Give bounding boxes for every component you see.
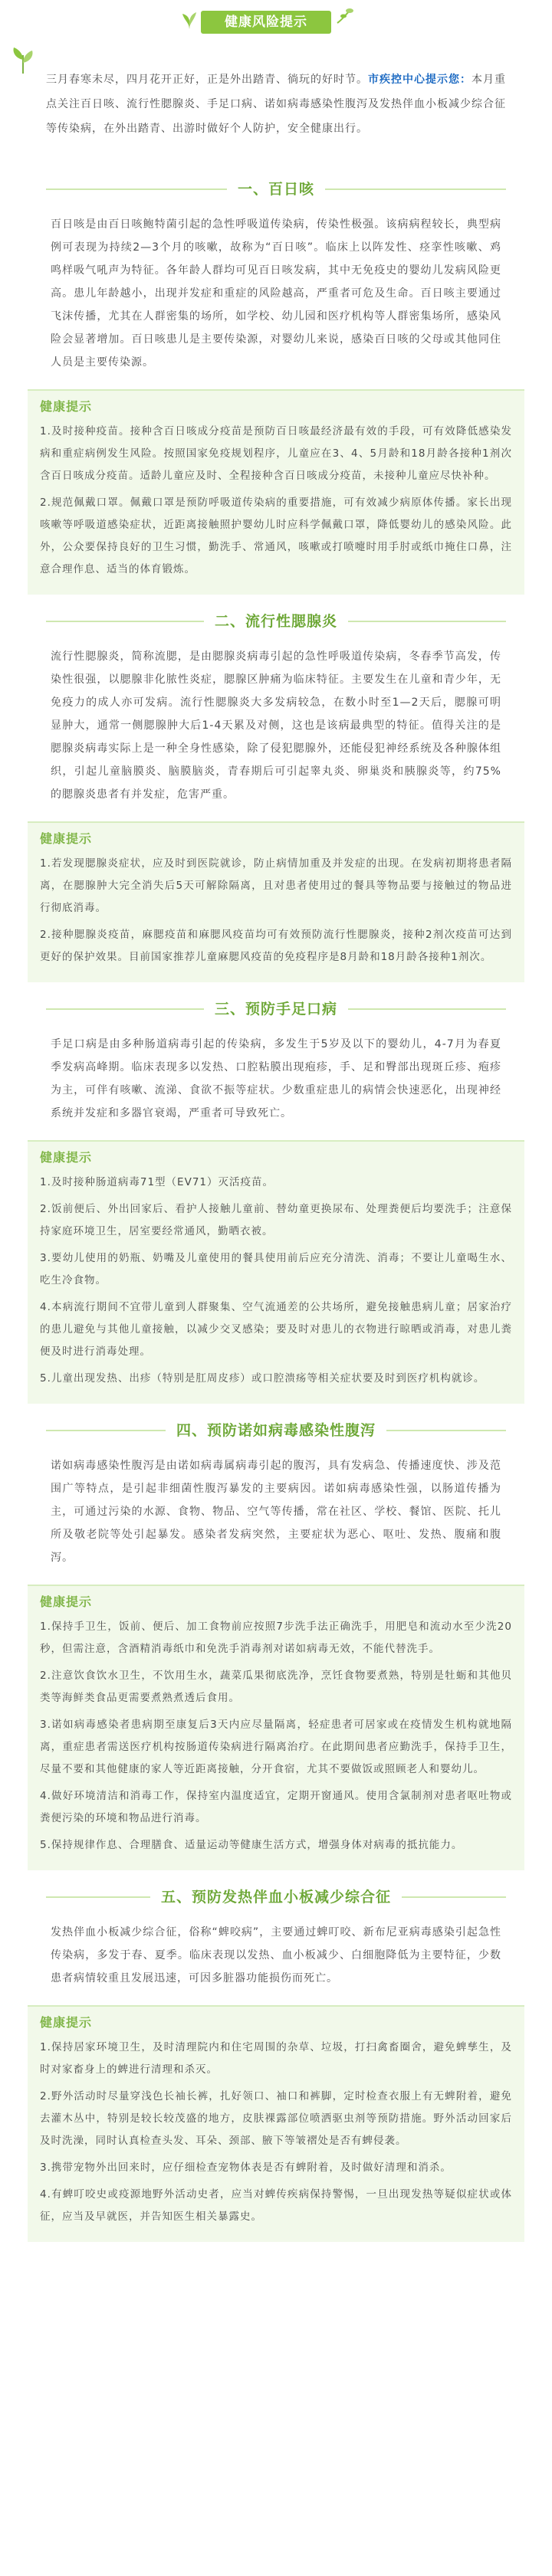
tip-item: 3.携带宠物外出回来时，应仔细检查宠物体表是否有蜱附着，及时做好清理和消杀。 [40, 2161, 452, 2174]
tip-item: 5.保持规律作息、合理膳食、适量运动等健康生活方式，增强身体对病毒的抵抗能力。 [40, 1839, 463, 1851]
section-title: 一、百日咳 [227, 178, 325, 198]
tip-title: 健康提示 [40, 831, 93, 846]
section-norovirus [0, 1413, 552, 1870]
tip-item: 1.及时接种疫苗。接种含百日咳成分疫苗是预防百日咳最经济最有效的手段，可有效降低感染发病和重症病例发生风险。按照国家免疫规划程序，儿童应在3、4、5月龄和18月龄各接种1剂次含百日咳成分疫苗。适龄儿童应及时、全程接种含百日咳成分疫苗，未接种儿童应尽快补种。 [40, 425, 512, 482]
banner-title: 健康风险提示 [201, 11, 331, 34]
tip-title: 健康提示 [40, 1594, 93, 1609]
section-paragraph: 流行性腮腺炎，简称流腮，是由腮腺炎病毒引起的急性呼吸道传染病，冬春季节高发，传染性很强，以腮腺非化脓性炎症，腮腺区肿痛为临床特征。主要发生在儿童和青少年，无免疫力的成人亦可发病。流行性腮腺炎大多发病较急，在数小时至1—2天后，腮腺可明显肿大，通常一侧腮腺肿大后1-4天累及对侧，这也是该病最典型的特征。值得关注的是腮腺炎病毒实际上是一种全身性感染，除了侵犯腮腺外，还能侵犯神经系统及各种腺体组织，引起儿童脑膜炎、脑膜脑炎，青春期后可引起睾丸炎、卵巢炎和胰腺炎等，约75%的腮腺炎患者有并发症，危害严重。 [51, 651, 501, 801]
tip-item: 2.野外活动时尽量穿浅色长袖长裤，扎好领口、袖口和裤脚，定时检查衣服上有无蜱附着，避免去灌木丛中，特别是较长较茂盛的地方，皮肤裸露部位喷洒驱虫剂等预防措施。野外活动回家后及时洗澡，同时认真检查头发、耳朵、颈部、腋下等皱褶处是否有蜱侵袭。 [40, 2090, 512, 2147]
tip-box [28, 1140, 524, 1404]
intro-org-label: 市疾控中心提示您： [368, 74, 472, 86]
section-title-row [0, 604, 552, 637]
section-title-row [0, 1413, 552, 1447]
header [0, 0, 552, 43]
tip-box [28, 1585, 524, 1870]
section-title-row [0, 991, 552, 1025]
section-title-row [0, 1880, 552, 1913]
tip-item: 3.要幼儿使用的奶瓶、奶嘴及儿童使用的餐具使用前后应充分清洗、消毒；不要让儿童喝生水、吃生冷食物。 [40, 1252, 512, 1286]
tip-item: 1.保持居家环境卫生，及时清理院内和住宅周围的杂草、垃圾，打扫禽畜圈舍，避免蜱孳生，及时对家畜身上的蜱进行清理和杀灭。 [40, 2041, 512, 2076]
section-mumps [0, 604, 552, 982]
tip-title: 健康提示 [40, 1150, 93, 1165]
section-pertussis [0, 172, 552, 595]
section-title: 二、流行性腮腺炎 [204, 610, 348, 631]
tip-item: 4.本病流行期间不宜带儿童到人群聚集、空气流通差的公共场所，避免接触患病儿童；居家治疗的患儿避免与其他儿童接触，以减少交叉感染；要及时对患儿的衣物进行晾晒或消毒，对患儿粪便及时进行消毒处理。 [40, 1301, 512, 1358]
tip-item: 4.做好环境清洁和消毒工作，保持室内温度适宜，定期开窗通风。使用含氯制剂对患者呕吐物或粪便污染的环境和物品进行消毒。 [40, 1790, 512, 1824]
intro-paragraph [23, 43, 529, 162]
intro-body: 本月重点关注百日咳、流行性腮腺炎、手足口病、诺如病毒感染性腹泻及发热伴血小板减少综合征等传染病，在外出踏青、出游时做好个人防护，安全健康出行。 [46, 74, 506, 135]
tip-item: 5.儿童出现发热、出疹（特别是肛周皮疹）或口腔溃疡等相关症状要及时到医疗机构就诊。 [40, 1372, 485, 1385]
tip-item: 3.诺如病毒感染者患病期至康复后3天内应尽量隔离，轻症患者可居家或在疫情发生机构就地隔离，重症患者需送医疗机构按肠道传染病进行隔离治疗。在此期间患者应勤洗手，保持手卫生，尽量不要和其他健康的家人等近距离接触，分开食宿，尤其不要做饭或照顾老人和婴幼儿。 [40, 1719, 512, 1775]
tip-box [28, 389, 524, 595]
tip-item: 1.及时接种肠道病毒71型（EV71）灭活疫苗。 [40, 1176, 274, 1188]
tip-item: 1.保持手卫生，饭前、便后、加工食物前应按照7步洗手法正确洗手，用肥皂和流动水至少洗20秒，但需注意，含酒精消毒纸巾和免洗手消毒剂对诺如病毒无效，不能代替洗手。 [40, 1621, 512, 1655]
section-sfts [0, 1880, 552, 2242]
tip-title: 健康提示 [40, 2015, 93, 2030]
section-title: 四、预防诺如病毒感染性腹泻 [166, 1419, 386, 1440]
sprout-icon [334, 6, 354, 28]
tip-item: 1.若发现腮腺炎症状，应及时到医院就诊，防止病情加重及并发症的出现。在发病初期将患者隔离，在腮腺肿大完全消失后5天可解除隔离，且对患者使用过的餐具等物品要与接触过的物品进行彻底消毒。 [40, 857, 512, 914]
section-title: 五、预防发热伴血小板减少综合征 [150, 1886, 402, 1906]
section-hfmd [0, 991, 552, 1404]
tip-item: 2.规范佩戴口罩。佩戴口罩是预防呼吸道传染病的重要措施，可有效减少病原体传播。家长出现咳嗽等呼吸道感染症状，近距离接触照护婴幼儿时应科学佩戴口罩，降低婴幼儿的感染风险。此外，公众要保持良好的卫生习惯，勤洗手、常通风，咳嗽或打喷嚏时用手肘或纸巾掩住口鼻，注意合理作息、适当的体育锻炼。 [40, 497, 512, 575]
section-paragraph: 百日咳是由百日咳鲍特菌引起的急性呼吸道传染病，传染性极强。该病病程较长，典型病例可表现为持续2—3个月的咳嗽，故称为“百日咳”。临床上以阵发性、痉挛性咳嗽、鸡鸣样吸气吼声为特征。各年龄人群均可见百日咳发病，其中无免疫史的婴幼儿发病风险更高。患儿年龄越小，出现并发症和重症的风险越高，严重者可危及生命。百日咳主要通过飞沫传播，尤其在人群密集的场所，如学校、幼儿园和医疗机构等人群密集场所，感染风险会显著增加。百日咳患儿是主要传染源，对婴幼儿来说，感染百日咳的父母或其他同住人员是主要传染源。 [51, 218, 501, 369]
intro-lead: 三月春寒未尽，四月花开正好，正是外出踏青、徜玩的好时节。 [46, 74, 368, 86]
tip-box [28, 821, 524, 982]
leaf-ornament-icon [181, 11, 198, 34]
section-title: 三、预防手足口病 [204, 998, 348, 1018]
tip-title: 健康提示 [40, 399, 93, 414]
tip-item: 2.注意饮食饮水卫生，不饮用生水，蔬菜瓜果彻底洗净，烹饪食物要煮熟，特别是牡蛎和其他贝类等海鲜类食品更需要煮熟煮透后食用。 [40, 1670, 512, 1704]
tip-item: 2.饭前便后、外出回家后、看护人接触儿童前、替幼童更换尿布、处理粪便后均要洗手；注意保持家庭环境卫生，居室要经常通风，勤晒衣被。 [40, 1203, 512, 1237]
tip-item: 2.接种腮腺炎疫苗，麻腮疫苗和麻腮风疫苗均可有效预防流行性腮腺炎，接种2剂次疫苗可达到更好的保护效果。目前国家推荐儿童麻腮风疫苗的免疫程序是8月龄和18月龄各接种1剂次。 [40, 929, 512, 963]
tip-box [28, 2005, 524, 2242]
section-title-row [0, 172, 552, 205]
tip-item: 4.有蜱叮咬史或疫源地野外活动史者，应当对蜱传疾病保持警惕，一旦出现发热等疑似症状或体征，应当及早就医，并告知医生相关暴露史。 [40, 2188, 512, 2223]
section-paragraph: 手足口病是由多种肠道病毒引起的传染病，多发生于5岁及以下的婴幼儿，4-7月为春夏季发病高峰期。临床表现多以发热、口腔粘膜出现疱疹，手、足和臀部出现斑丘疹、疱疹为主，可伴有咳嗽、流涕、食欲不振等症状。少数重症患儿的病情会快速恶化，出现神经系统并发症和多器官衰竭，严重者可导致死亡。 [51, 1038, 501, 1119]
section-paragraph: 发热伴血小板减少综合征，俗称“蜱咬病”，主要通过蜱叮咬、新布尼亚病毒感染引起急性传染病，多发于春、夏季。临床表现以发热、血小板减少、白细胞降低为主要特征，少数患者病情较重且发展迅速，可因多脏器功能损伤而死亡。 [51, 1926, 501, 1984]
section-paragraph: 诺如病毒感染性腹泻是由诺如病毒属病毒引起的腹泻，具有发病急、传播速度快、涉及范围广等特点，是引起非细菌性腹泻暴发的主要病因。诺如病毒感染性强，以肠道传播为主，可通过污染的水源、食物、物品、空气等传播，常在社区、学校、餐馆、医院、托儿所及敬老院等处引起暴发。感染者发病突然，主要症状为恶心、呕吐、发热、腹痛和腹泻。 [51, 1460, 501, 1564]
